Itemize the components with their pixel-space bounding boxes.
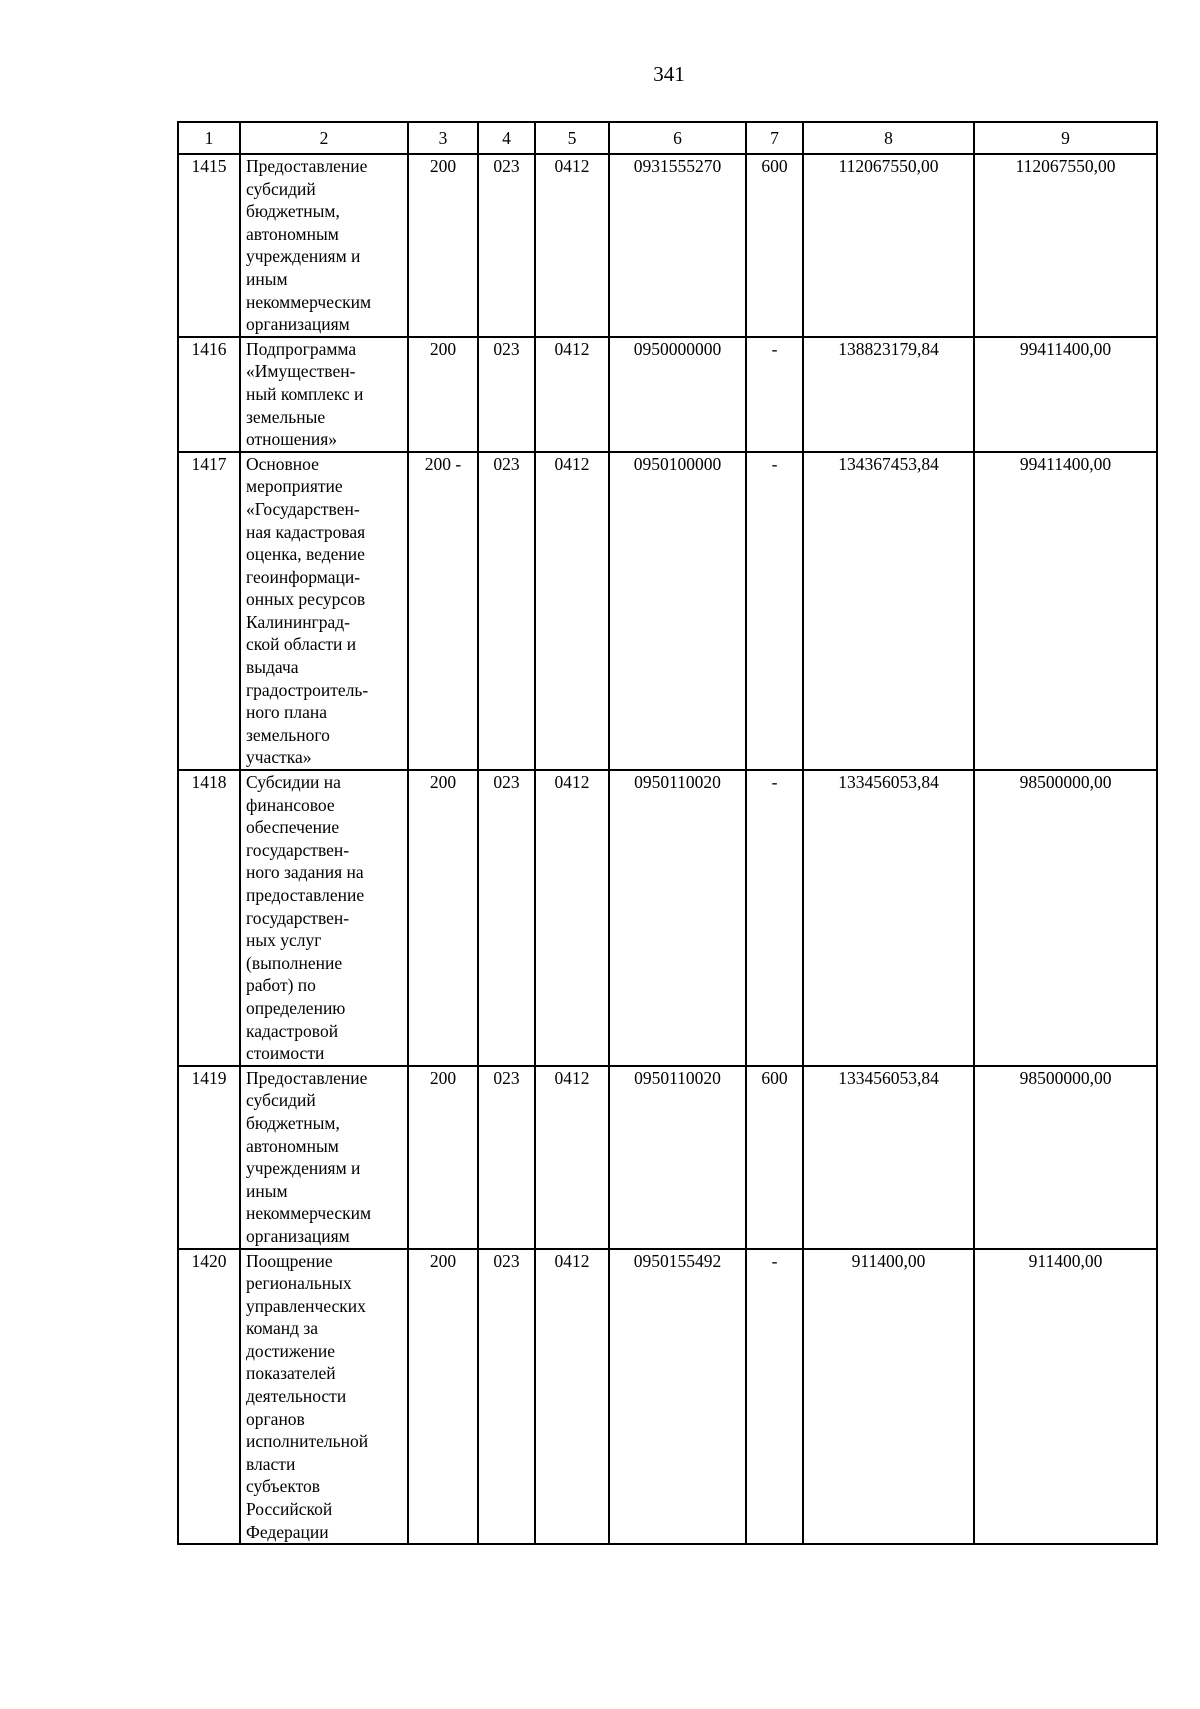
ministry-code-cell: 200 -	[408, 452, 478, 770]
name-line: управленческих	[246, 1295, 366, 1316]
row-name-cell	[240, 452, 408, 770]
name-line: (выполнение	[246, 952, 343, 973]
name-line: Основное	[246, 453, 319, 474]
expense-type-cell: 600	[746, 154, 803, 337]
expense-type-cell: -	[746, 452, 803, 770]
name-line: субъектов	[246, 1476, 321, 1497]
name-line: автономным	[246, 1135, 339, 1156]
column-header: 5	[535, 122, 609, 154]
name-line: некоммерческим	[246, 1203, 372, 1224]
amount-year-1-cell: 134367453,84	[803, 452, 974, 770]
name-line: онных ресурсов	[246, 589, 366, 610]
section-code-cell: 023	[478, 154, 535, 337]
target-article-cell: 0950100000	[609, 452, 746, 770]
name-line: органов	[246, 1408, 305, 1429]
name-line: мероприятие	[246, 476, 343, 497]
target-article-cell: 0950110020	[609, 770, 746, 1066]
amount-year-1-cell: 138823179,84	[803, 337, 974, 452]
ministry-code-cell: 200	[408, 1249, 478, 1545]
expense-type-cell: 600	[746, 1066, 803, 1249]
expense-type-cell: -	[746, 337, 803, 452]
expense-type-cell: -	[746, 1249, 803, 1545]
amount-year-1-cell: 133456053,84	[803, 770, 974, 1066]
table-row	[178, 452, 1157, 770]
header-row	[178, 122, 1157, 154]
name-line: предоставление	[246, 885, 365, 905]
name-line: определению	[246, 997, 346, 1018]
name-line: государствен-	[246, 907, 350, 928]
amount-year-2-cell: 99411400,00	[974, 452, 1157, 770]
name-line: ской области и	[246, 634, 357, 655]
table-row	[178, 1066, 1157, 1249]
table-row	[178, 1249, 1157, 1545]
name-line: Российской	[246, 1499, 333, 1520]
name-line: учреждениям и	[246, 1158, 361, 1179]
name-line: участка»	[246, 747, 312, 768]
name-line: отношения»	[246, 429, 338, 450]
name-line: Калининград-	[246, 611, 350, 632]
name-line: организациям	[246, 314, 350, 335]
column-header: 7	[746, 122, 803, 154]
column-header: 2	[240, 122, 408, 154]
name-line: работ) по	[246, 975, 316, 996]
page-number: 341	[653, 62, 685, 86]
name-line: кадастровой	[246, 1020, 339, 1041]
target-article-cell: 0950155492	[609, 1249, 746, 1545]
name-line: земельного	[246, 724, 330, 745]
name-line: достижение	[246, 1340, 335, 1361]
name-line: ная кадастровая	[246, 521, 366, 542]
subsection-code-cell: 0412	[535, 1249, 609, 1545]
table-row	[178, 337, 1157, 452]
row-name-cell	[240, 1249, 408, 1545]
row-number-cell: 1415	[178, 154, 240, 337]
ministry-code-cell: 200	[408, 154, 478, 337]
section-code-cell: 023	[478, 1249, 535, 1545]
ministry-code-cell: 200	[408, 770, 478, 1066]
amount-year-1-cell: 133456053,84	[803, 1066, 974, 1249]
name-line: Поощрение	[246, 1250, 333, 1271]
row-number-cell: 1416	[178, 337, 240, 452]
name-line: земельные	[246, 406, 326, 427]
table-body	[178, 154, 1157, 1544]
row-number-cell: 1417	[178, 452, 240, 770]
subsection-code-cell: 0412	[535, 452, 609, 770]
name-line: власти	[246, 1453, 296, 1474]
budget-table	[177, 121, 1158, 1545]
name-line: иным	[246, 268, 288, 289]
name-line: некоммерческим	[246, 291, 372, 312]
amount-year-2-cell: 112067550,00	[974, 154, 1157, 337]
name-line: «Имуществен-	[246, 361, 356, 382]
name-line: ного задания на	[246, 862, 364, 883]
amount-year-1-cell: 112067550,00	[803, 154, 974, 337]
row-number-cell: 1419	[178, 1066, 240, 1249]
target-article-cell: 0931555270	[609, 154, 746, 337]
name-line: ного плана	[246, 702, 327, 723]
name-line: ный комплекс и	[246, 383, 364, 404]
name-line: Субсидии на	[246, 772, 341, 793]
name-line: Предоставление	[246, 156, 368, 176]
name-line: бюджетным,	[246, 201, 340, 222]
row-name-cell	[240, 770, 408, 1066]
name-line: автономным	[246, 223, 339, 244]
name-line: градостроитель-	[246, 679, 369, 700]
amount-year-2-cell: 911400,00	[974, 1249, 1157, 1545]
name-line: исполнительной	[246, 1431, 369, 1452]
name-line: организациям	[246, 1225, 350, 1246]
name-line: субсидий	[246, 1090, 316, 1111]
column-header: 8	[803, 122, 974, 154]
name-line: иным	[246, 1180, 288, 1201]
row-number-cell: 1420	[178, 1249, 240, 1545]
name-line: государствен-	[246, 839, 350, 860]
amount-year-2-cell: 99411400,00	[974, 337, 1157, 452]
table-row	[178, 770, 1157, 1066]
name-line: геоинформаци-	[246, 566, 361, 587]
name-line: финансовое	[246, 794, 335, 815]
section-code-cell: 023	[478, 452, 535, 770]
column-header: 1	[178, 122, 240, 154]
amount-year-1-cell: 911400,00	[803, 1249, 974, 1545]
name-line: учреждениям и	[246, 246, 361, 267]
section-code-cell: 023	[478, 770, 535, 1066]
name-line: бюджетным,	[246, 1112, 340, 1133]
name-line: команд за	[246, 1318, 319, 1339]
row-name-cell	[240, 154, 408, 337]
name-line: Федерации	[246, 1521, 329, 1542]
row-name-cell	[240, 337, 408, 452]
name-line: показателей	[246, 1363, 336, 1384]
ministry-code-cell: 200	[408, 1066, 478, 1249]
ministry-code-cell: 200	[408, 337, 478, 452]
name-line: деятельности	[246, 1386, 347, 1407]
section-code-cell: 023	[478, 337, 535, 452]
name-line: Предоставление	[246, 1067, 368, 1088]
name-line: субсидий	[246, 178, 316, 199]
section-code-cell: 023	[478, 1066, 535, 1249]
column-header: 3	[408, 122, 478, 154]
target-article-cell: 0950000000	[609, 337, 746, 452]
expense-type-cell: -	[746, 770, 803, 1066]
subsection-code-cell: 0412	[535, 770, 609, 1066]
column-header: 9	[974, 122, 1157, 154]
row-name-cell	[240, 1066, 408, 1249]
target-article-cell: 0950110020	[609, 1066, 746, 1249]
amount-year-2-cell: 98500000,00	[974, 770, 1157, 1066]
name-line: обеспечение	[246, 817, 340, 838]
name-line: ных услуг	[246, 930, 322, 951]
column-header: 4	[478, 122, 535, 154]
table-row	[178, 154, 1157, 337]
subsection-code-cell: 0412	[535, 154, 609, 337]
column-header: 6	[609, 122, 746, 154]
name-line: оценка, ведение	[246, 544, 365, 565]
subsection-code-cell: 0412	[535, 1066, 609, 1249]
amount-year-2-cell: 98500000,00	[974, 1066, 1157, 1249]
name-line: «Государствен-	[246, 498, 360, 519]
name-line: региональных	[246, 1273, 352, 1294]
name-line: выдача	[246, 657, 299, 678]
name-line: стоимости	[246, 1043, 325, 1064]
subsection-code-cell: 0412	[535, 337, 609, 452]
row-number-cell: 1418	[178, 770, 240, 1066]
name-line: Подпрограмма	[246, 338, 357, 359]
